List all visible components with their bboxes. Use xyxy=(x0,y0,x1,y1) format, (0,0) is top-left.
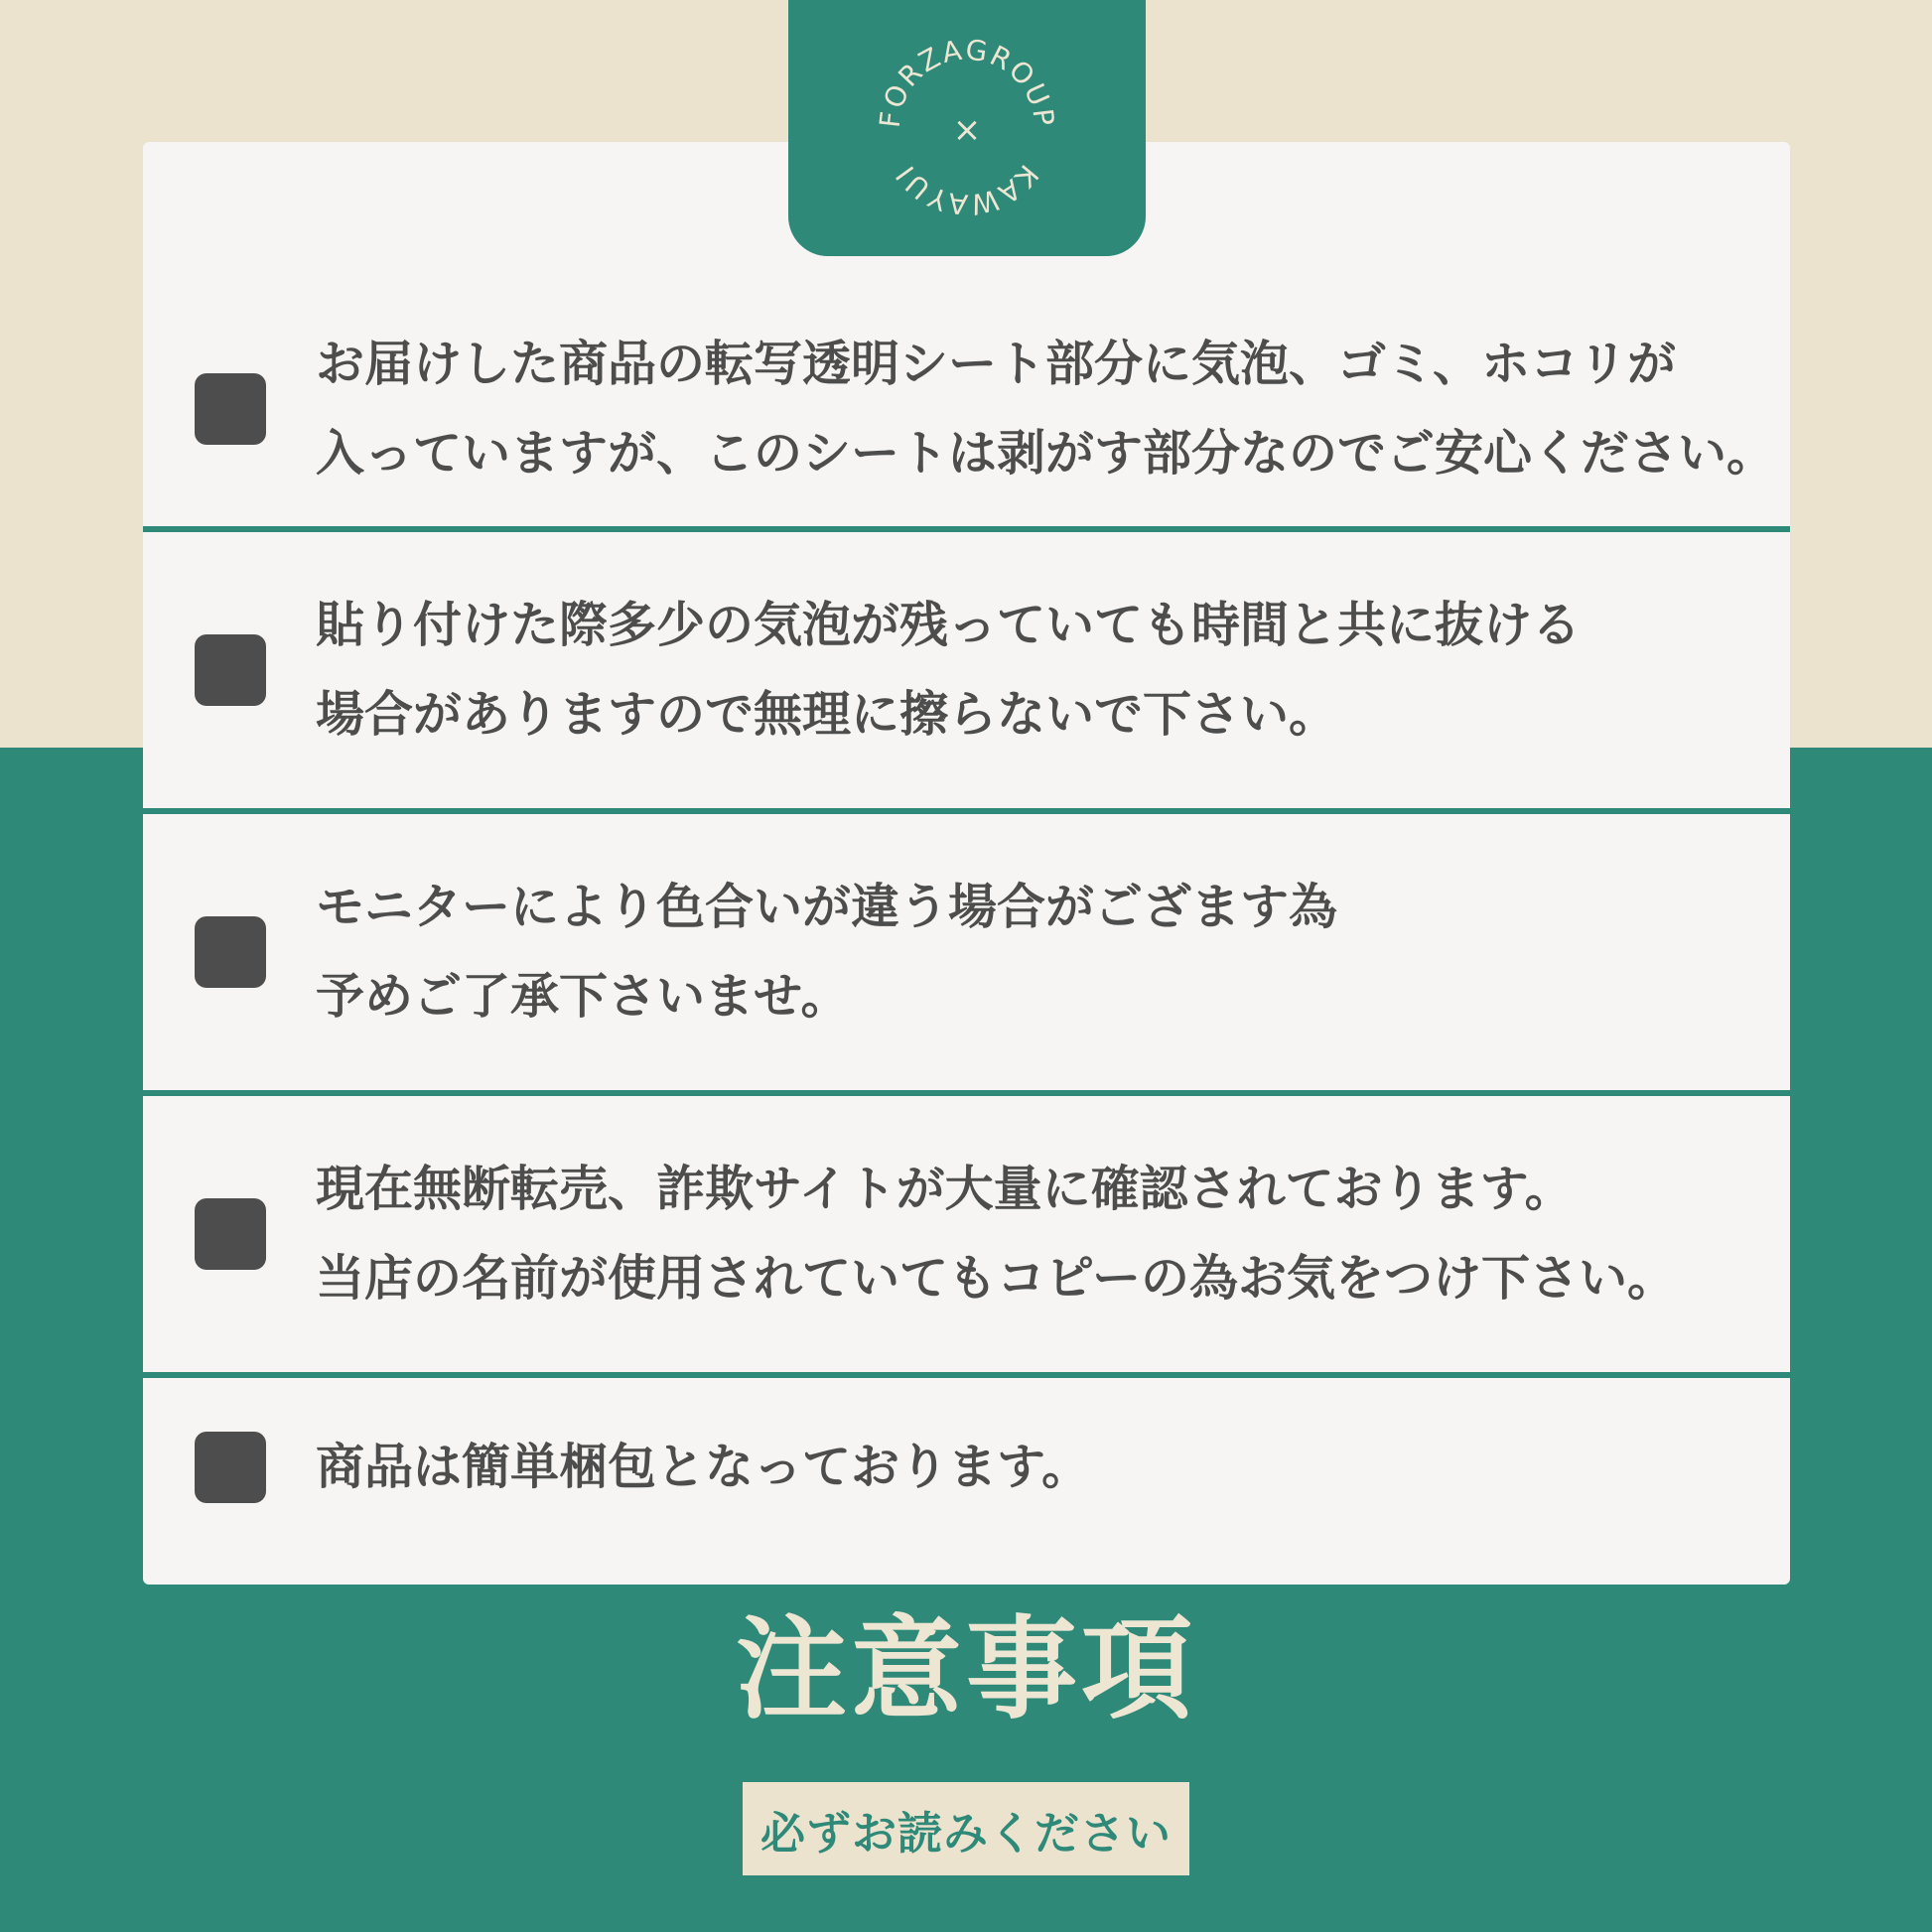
notice-card xyxy=(143,142,1790,1585)
notice-line: 貼り付けた際多少の気泡が残っていても時間と共に抜ける xyxy=(316,599,1582,652)
page-title: 注意事項 xyxy=(736,1607,1196,1731)
notice-item-2 xyxy=(143,532,1790,808)
notice-line: 入っていますが、このシートは剥がす部分なのでご安心ください。 xyxy=(316,426,1776,481)
notice-item-5 xyxy=(143,1378,1790,1585)
notice-line: 場合がありますので無理に擦らないで下さい。 xyxy=(316,688,1338,742)
notice-line: 商品は簡単梱包となっております。 xyxy=(316,1441,1091,1494)
notice-item-text xyxy=(316,320,1775,498)
notice-item-text xyxy=(316,863,1337,1041)
x-separator-icon: × xyxy=(952,110,982,150)
notice-line: 予めご了承下さいませ。 xyxy=(316,970,850,1024)
read-notice-label: 必ずお読みください xyxy=(759,1807,1172,1859)
notice-item-4 xyxy=(143,1096,1790,1372)
checkbox-icon xyxy=(195,916,266,988)
notice-line: 現在無断転売、詐欺サイトが大量に確認されております。 xyxy=(316,1163,1574,1216)
brand-badge xyxy=(788,0,1146,256)
checkbox-icon xyxy=(195,1432,266,1503)
checkbox-icon xyxy=(195,373,266,445)
brand-logo-icon xyxy=(788,0,1146,256)
notice-line: 当店の名前が使用されていてもコピーの為お気をつけ下さい。 xyxy=(316,1252,1677,1306)
notice-item-text xyxy=(316,1145,1676,1323)
checkbox-icon xyxy=(195,1198,266,1270)
notice-item-text xyxy=(316,581,1581,759)
notice-item-3 xyxy=(143,814,1790,1090)
checkbox-icon xyxy=(195,634,266,706)
brand-badge-top-text: FORZAGROUP xyxy=(873,33,1061,130)
read-notice-box xyxy=(743,1782,1189,1875)
brand-badge-bottom-text: KAWAYUI xyxy=(888,158,1045,221)
notice-line: お届けした商品の転写透明シート部分に気泡、ゴミ、ホコリが xyxy=(316,337,1677,391)
notice-line: モニターにより色合いが違う場合がござます為 xyxy=(316,881,1338,934)
notice-item-text xyxy=(316,1423,1090,1512)
